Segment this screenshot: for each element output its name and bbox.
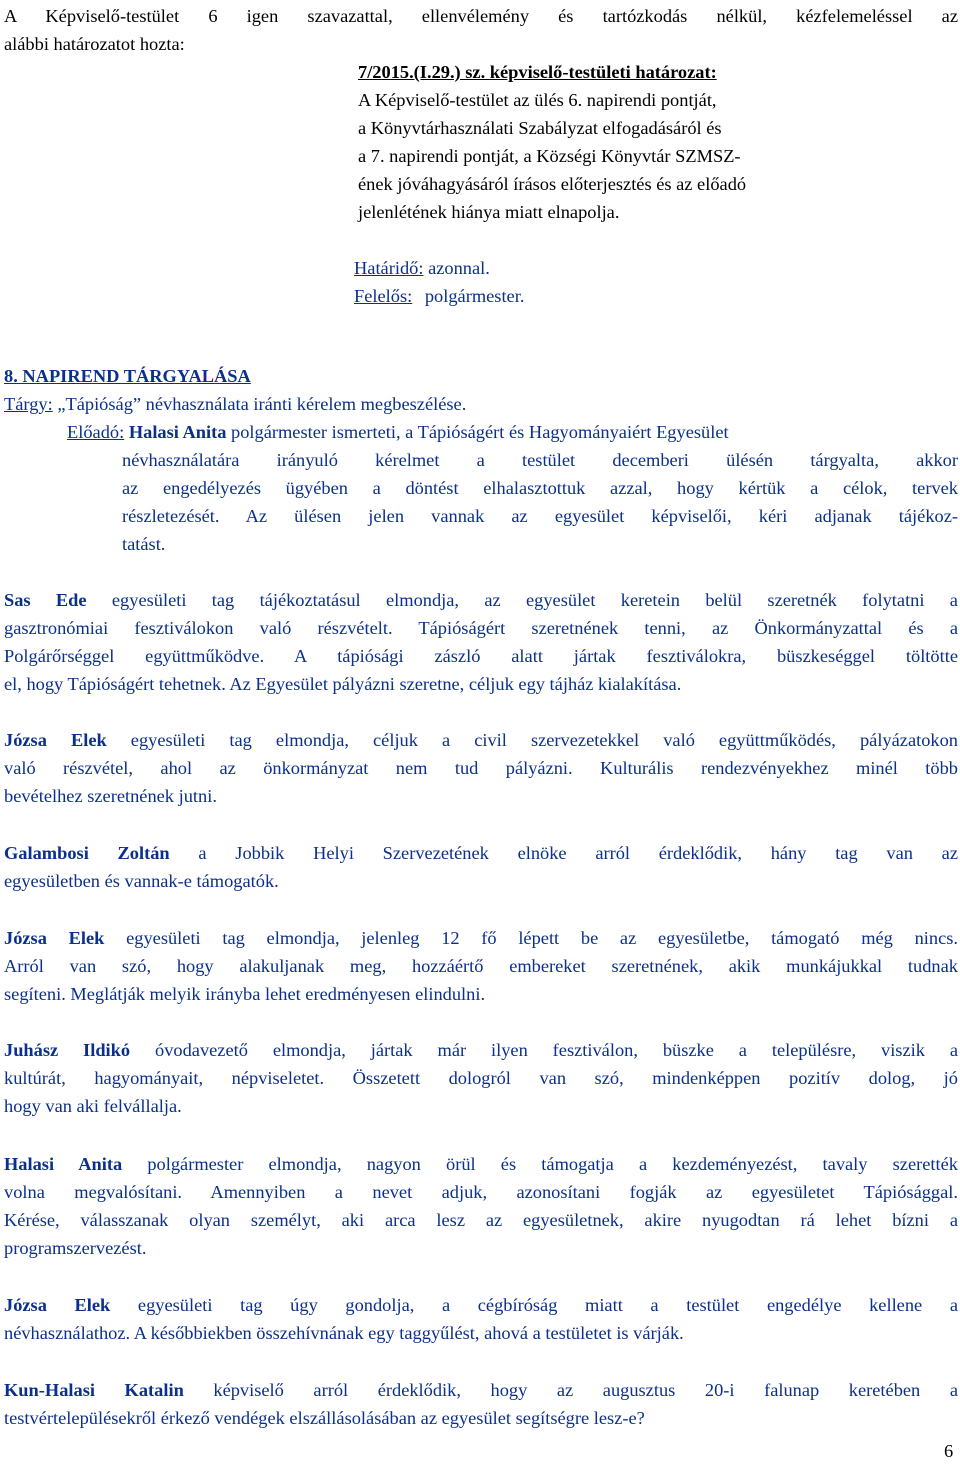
presenter-label: Előadó:	[67, 422, 125, 442]
speaker-name: Halasi Anita	[4, 1154, 123, 1174]
resolution-line: A Képviselő-testület az ülés 6. napirendi pontját,	[358, 90, 717, 110]
intro-line-1: A Képviselő-testület 6 igen szavazattal, ellenvélemény és tartózkodás nélkül, kézfelemeléssel az	[4, 6, 958, 26]
speaker-name: Galambosi Zoltán	[4, 843, 170, 863]
speaker-paragraph-line: Józsa Elek egyesületi tag elmondja, céljuk a civil szervezetekkel való együttműködés, pályázatokon	[4, 730, 958, 750]
presenter-row	[67, 418, 729, 446]
speaker-name: Józsa Elek	[4, 928, 105, 948]
speaker-paragraph-line: volna megvalósítani. Amennyiben a nevet adjuk, azonosítani fogják az egyesületet Tápiósággal.	[4, 1182, 958, 1202]
speaker-paragraph-line: egyesületben és vannak-e támogatók.	[4, 871, 279, 891]
presenter-line: az engedélyezés ügyében a döntést elhalasztottuk azzal, hogy kértük a célok, tervek	[122, 478, 958, 498]
resolution-line: ének jóváhagyásáról írásos előterjesztés és az előadó	[358, 174, 747, 194]
subject-text: „Tápióság” névhasználata iránti kérelem megbeszélése.	[57, 394, 467, 414]
resolution-line: a Könyvtárhasználati Szabályzat elfogadásáról és	[358, 118, 722, 138]
presenter-text: polgármester ismerteti, a Tápióságért és Hagyományaiért Egyesület	[231, 422, 729, 442]
speaker-paragraph-line: segíteni. Meglátják melyik irányba lehet eredményesen elindulni.	[4, 984, 486, 1004]
resolution-line: a 7. napirendi pontját, a Községi Könyvtár SZMSZ-	[358, 146, 741, 166]
speaker-paragraph-line: el, hogy Tápióságért tehetnek. Az Egyesület pályázni szeretne, céljuk egy tájház kialakítása.	[4, 674, 682, 694]
speaker-name: Józsa Elek	[4, 730, 107, 750]
page-number: 6	[944, 1441, 954, 1461]
speaker-paragraph-line: Juhász Ildikó óvodavezető elmondja, jártak már ilyen fesztiválon, büszke a településre, viszik a	[4, 1040, 958, 1060]
speaker-paragraph-line: Halasi Anita polgármester elmondja, nagyon örül és támogatja a kezdeményezést, tavaly szerették	[4, 1154, 958, 1174]
presenter-name: Halasi Anita	[128, 422, 227, 442]
speaker-paragraph-line: való részvétel, ahol az önkormányzat nem tud pályázni. Kulturális rendezvényekhez minél több	[4, 758, 958, 778]
speaker-paragraph-line: Galambosi Zoltán a Jobbik Helyi Szervezetének elnöke arról érdeklődik, hány tag van az	[4, 843, 959, 863]
speaker-paragraph-line: Józsa Elek egyesületi tag úgy gondolja, a cégbíróság miatt a testület engedélye kellene a	[4, 1295, 958, 1315]
speaker-paragraph-line: kultúrát, hagyományait, népviseletet. Összetett dologról van szó, mindenképpen pozitív dolog, jó	[4, 1068, 958, 1088]
responsible-row	[354, 282, 524, 310]
speaker-name: Kun-Halasi Katalin	[4, 1380, 184, 1400]
resolution-line: jelenlétének hiánya miatt elnapolja.	[358, 202, 620, 222]
speaker-name: Juhász Ildikó	[4, 1040, 131, 1060]
intro-line-2: alábbi határozatot hozta:	[4, 34, 185, 54]
speaker-name: Józsa Elek	[4, 1295, 111, 1315]
presenter-line: részletezését. Az ülésen jelen vannak az egyesület képviselői, kéri adjanak tájékoz-	[122, 506, 958, 526]
deadline-value: azonnal.	[428, 258, 490, 278]
speaker-paragraph-line: Arról van szó, hogy alakuljanak meg, hozzáértő embereket szeretnének, akik munkájukkal tudnak	[4, 956, 958, 976]
presenter-line: tatást.	[122, 534, 166, 554]
speaker-paragraph-line: Józsa Elek egyesületi tag elmondja, jelenleg 12 fő lépett be az egyesületbe, támogató még nincs.	[4, 928, 958, 948]
speaker-paragraph-line: bevételhez szeretnének jutni.	[4, 786, 217, 806]
speaker-paragraph-line: hogy van aki felvállalja.	[4, 1096, 182, 1116]
responsible-value: polgármester.	[424, 286, 525, 306]
speaker-paragraph-line: névhasználathoz. A későbbiekben összehívnának egy taggyűlést, ahová a testületet is várják.	[4, 1323, 684, 1343]
speaker-paragraph-line: testvértelepülésekről érkező vendégek elszállásolásában az egyesület segítségre lesz-e?	[4, 1408, 645, 1428]
deadline-row	[354, 254, 490, 282]
agenda-subject	[4, 390, 466, 418]
responsible-label: Felelős:	[354, 286, 413, 306]
presenter-line: névhasználatára irányuló kérelmet a testület decemberi ülésén tárgyalta, akkor	[122, 450, 958, 470]
subject-label: Tárgy:	[4, 394, 53, 414]
speaker-paragraph-line: Polgárőrséggel együttműködve. A tápiósági zászló alatt jártak fesztiválokra, büszkeséggel töltötte	[4, 646, 958, 666]
resolution-title: 7/2015.(I.29.) sz. képviselő-testületi határozat:	[358, 62, 717, 82]
speaker-paragraph-line: programszervezést.	[4, 1238, 147, 1258]
speaker-paragraph-line: Kérése, válasszanak olyan személyt, aki arca lesz az egyesületnek, akire nyugodtan rá lehet bízni a	[4, 1210, 958, 1230]
agenda-heading: 8. NAPIREND TÁRGYALÁSA	[4, 366, 251, 386]
speaker-paragraph-line: gasztronómiai fesztiválokon való részvételt. Tápióságért szeretnének tenni, az Önkormányzattal és a	[4, 618, 958, 638]
speaker-paragraph-line: Kun-Halasi Katalin képviselő arról érdeklődik, hogy az augusztus 20-i falunap keretében a	[4, 1380, 958, 1400]
speaker-name: Sas Ede	[4, 590, 87, 610]
deadline-label: Határidő:	[354, 258, 424, 278]
speaker-paragraph-line: Sas Ede egyesületi tag tájékoztatásul elmondja, az egyesület keretein belül szeretnék folytatni a	[4, 590, 958, 610]
